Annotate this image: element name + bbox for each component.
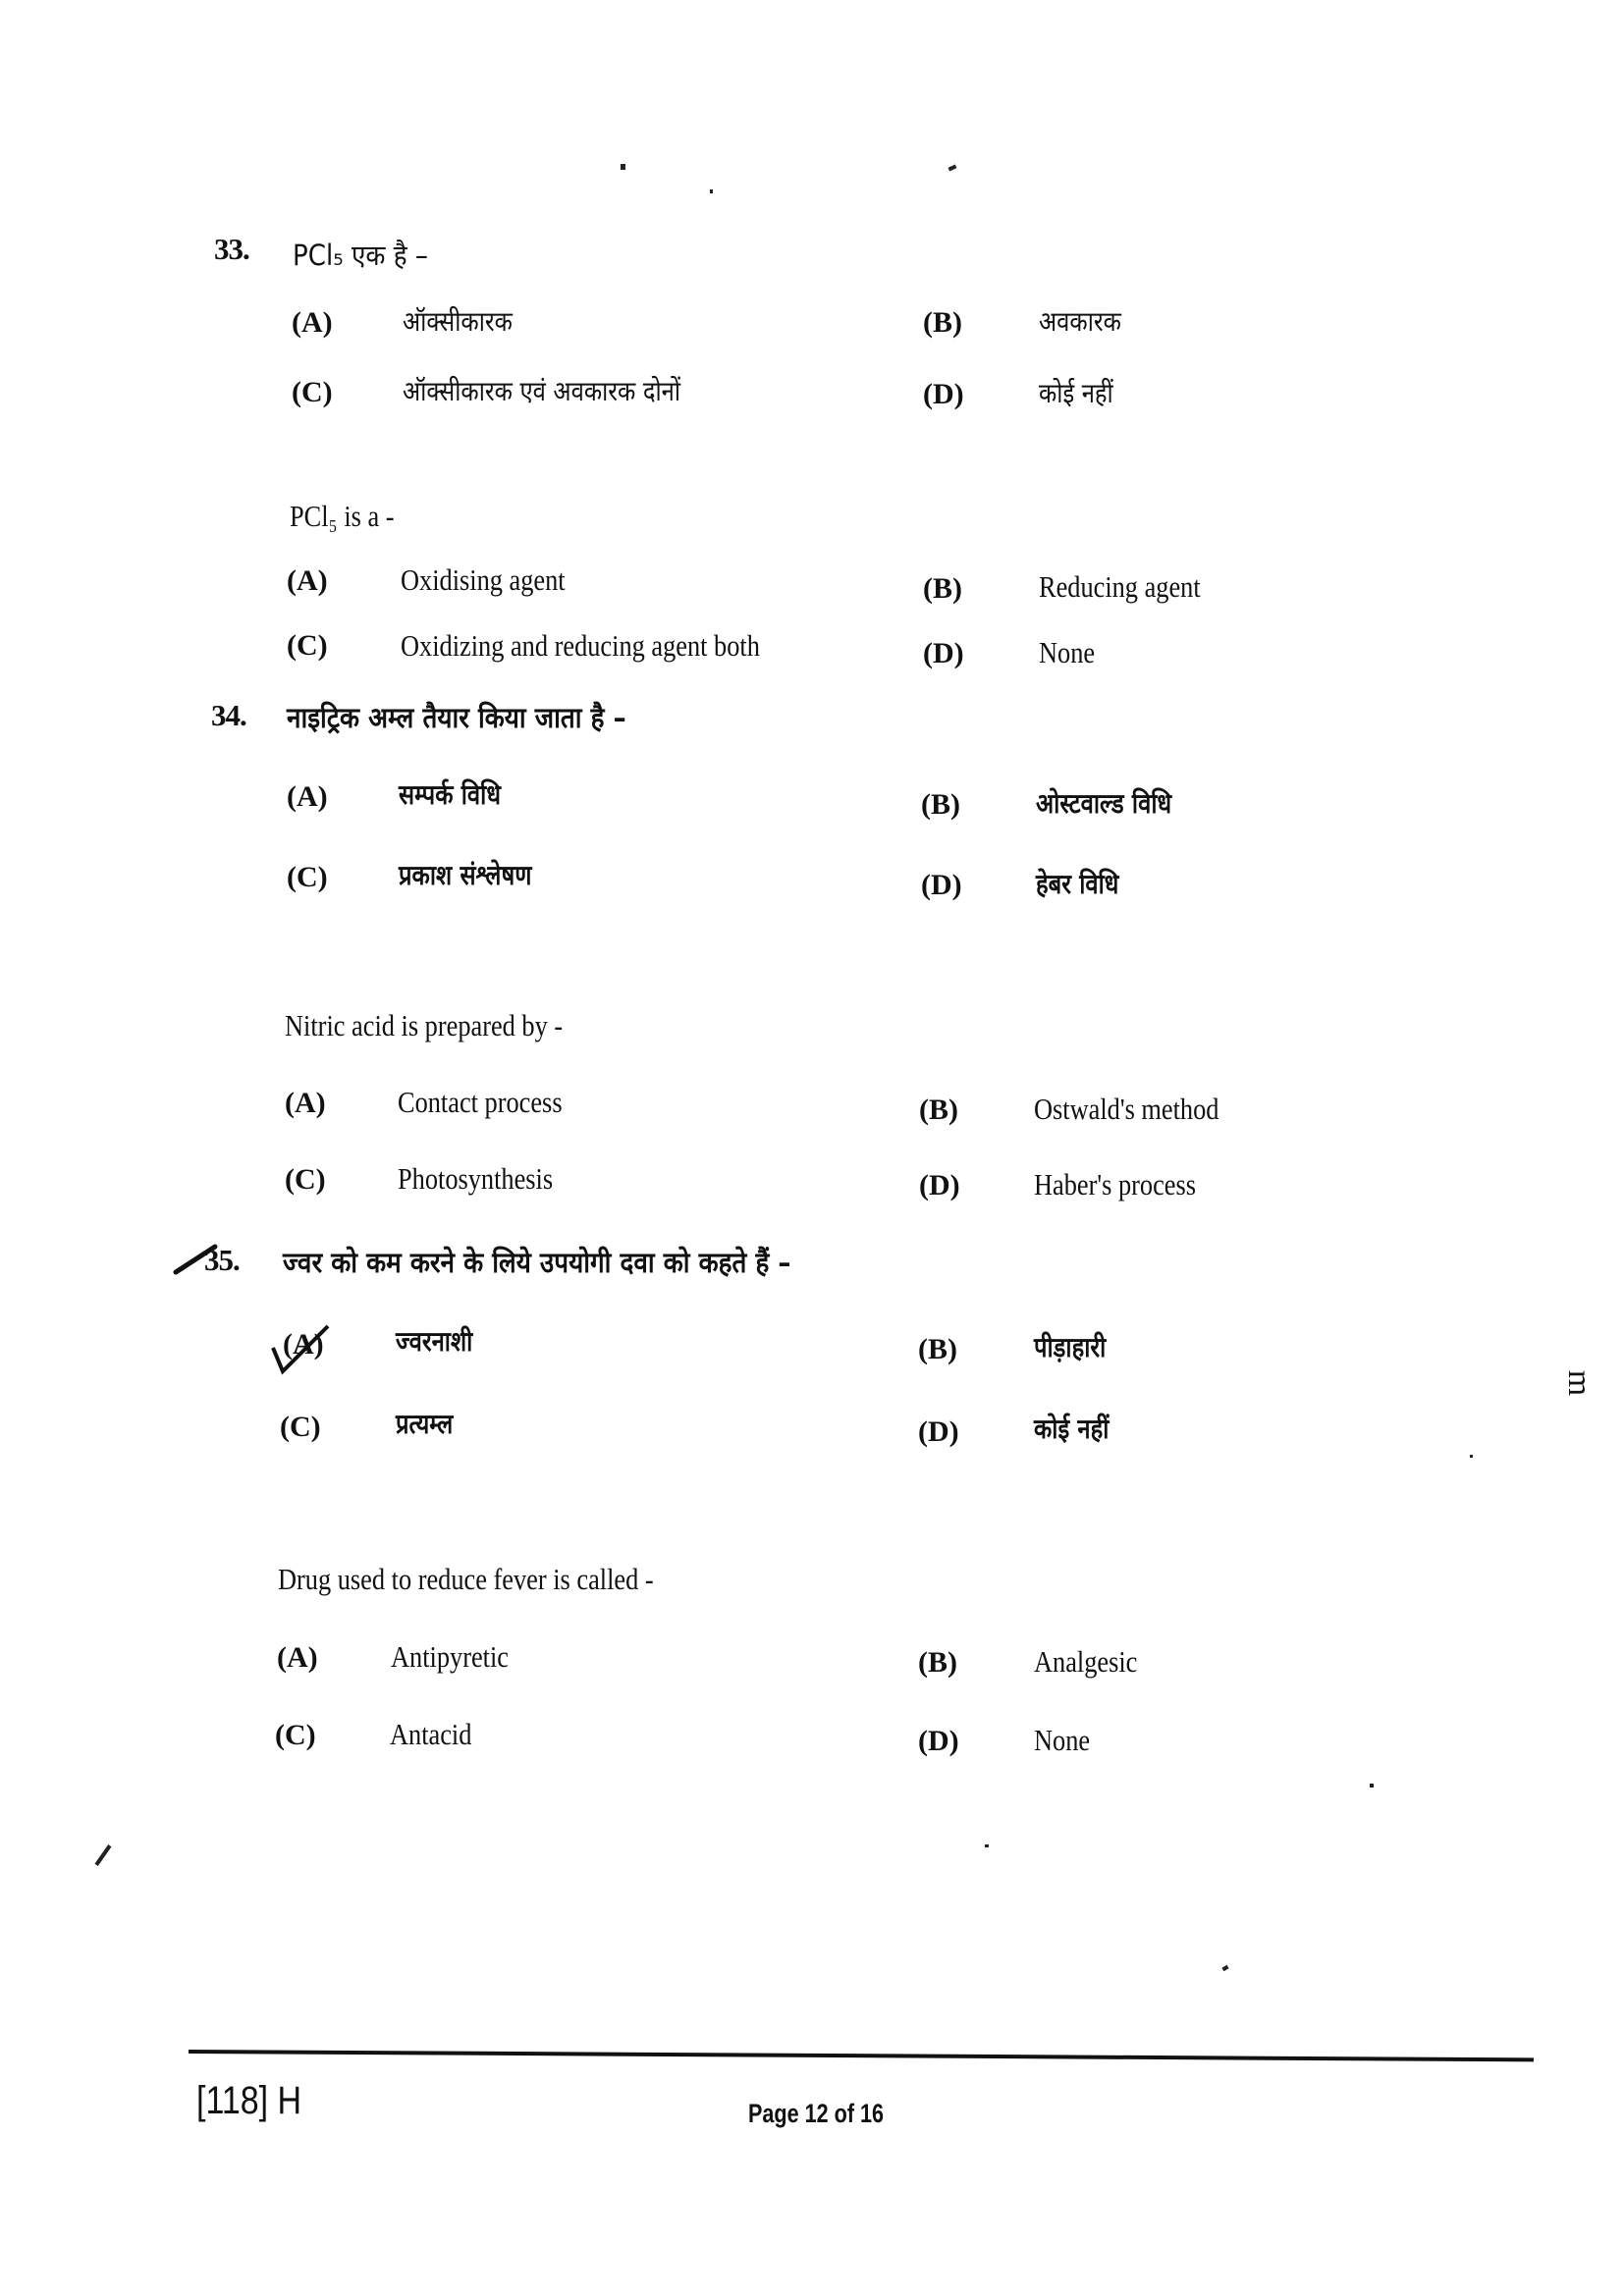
option-label: (D) <box>923 378 964 410</box>
option-text: Analgesic <box>1034 1644 1138 1679</box>
scan-speck <box>1221 1965 1228 1971</box>
scan-speck <box>621 164 625 170</box>
option-text: Reducing agent <box>1039 569 1201 604</box>
option-text: प्रत्यम्ल <box>396 1408 454 1440</box>
scan-speck <box>710 189 713 193</box>
option-text: Haber's process <box>1034 1167 1196 1201</box>
option-text: पीड़ाहारी <box>1034 1331 1107 1363</box>
option-text: प्रकाश संश्लेषण <box>399 859 532 891</box>
page-number: Page 12 of 16 <box>748 2099 885 2128</box>
option-label: (D) <box>921 869 962 901</box>
option-label: (C) <box>280 1411 321 1443</box>
question-text-english: Drug used to reduce fever is called - <box>278 1562 654 1596</box>
option-label: (A) <box>285 1087 326 1119</box>
side-margin-mark: m <box>1561 1369 1598 1397</box>
option-label: (B) <box>923 572 962 605</box>
option-label: (A) <box>287 564 328 597</box>
option-text: अवकारक <box>1039 305 1121 338</box>
option-text: None <box>1039 635 1096 669</box>
option-label: (B) <box>923 306 962 339</box>
option-label: (C) <box>287 861 328 893</box>
option-text: Contact process <box>398 1085 563 1119</box>
footer-divider <box>189 2050 1534 2061</box>
question-text-hindi: ज्वर को कम करने के लिये उपयोगी दवा को कहते हैं – <box>283 1246 791 1279</box>
question-text-english: Nitric acid is prepared by - <box>285 1008 564 1042</box>
option-label: (B) <box>918 1646 957 1679</box>
scan-speck <box>985 1844 989 1847</box>
option-label: (D) <box>918 1725 959 1757</box>
pen-stroke-mark <box>94 1844 111 1866</box>
option-label: (B) <box>921 788 960 821</box>
option-text: Oxidizing and reducing agent both <box>401 628 760 663</box>
option-text: Antacid <box>390 1717 472 1751</box>
option-text: Ostwald's method <box>1034 1092 1219 1126</box>
option-label: (A) <box>287 780 328 813</box>
option-label: (A) <box>292 306 333 339</box>
option-label: (B) <box>918 1333 957 1365</box>
question-number: 34. <box>211 698 246 732</box>
question-number: 35. <box>204 1243 240 1277</box>
option-label: (C) <box>275 1719 316 1751</box>
option-text: None <box>1034 1723 1091 1757</box>
option-label: (A) <box>277 1641 318 1674</box>
question-text-hindi: PCl₅ एक है – <box>293 239 428 272</box>
question-text-english: PCl₅ is a - <box>290 499 395 533</box>
option-label: (C) <box>292 376 333 408</box>
option-text: हेबर विधि <box>1036 868 1119 900</box>
option-text: कोई नहीं <box>1034 1413 1110 1445</box>
option-label: (A) <box>283 1328 324 1361</box>
scan-speck <box>1470 1455 1473 1458</box>
option-label: (D) <box>919 1169 960 1201</box>
option-text: Antipyretic <box>391 1639 510 1674</box>
option-text: ओस्टवाल्ड विधि <box>1036 787 1172 820</box>
scan-speck <box>1370 1784 1374 1788</box>
option-label: (C) <box>287 629 328 662</box>
option-label: (B) <box>919 1094 958 1126</box>
option-label: (C) <box>285 1163 326 1196</box>
option-label: (D) <box>918 1415 959 1448</box>
option-text: ऑक्सीकारक एवं अवकारक दोनों <box>403 375 681 407</box>
option-text: ऑक्सीकारक <box>403 305 513 338</box>
scan-speck <box>948 164 957 171</box>
option-text: सम्पर्क विधि <box>399 778 501 811</box>
option-label: (D) <box>923 637 964 669</box>
paper-code: [118] H <box>196 2079 302 2122</box>
option-text: ज्वरनाशी <box>396 1325 473 1358</box>
option-text: Oxidising agent <box>401 562 566 597</box>
option-text: Photosynthesis <box>398 1161 554 1196</box>
option-text: कोई नहीं <box>1039 377 1113 409</box>
question-text-hindi: नाइट्रिक अम्ल तैयार किया जाता है – <box>287 701 626 734</box>
question-number: 33. <box>214 232 249 266</box>
